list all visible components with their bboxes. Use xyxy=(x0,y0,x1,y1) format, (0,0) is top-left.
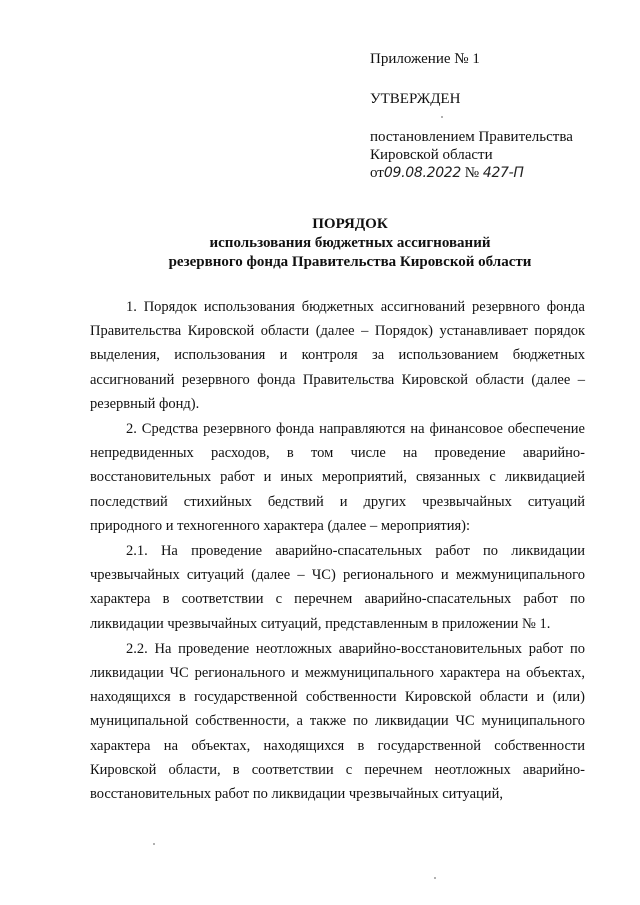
date-prefix: от xyxy=(370,165,384,181)
document-title xyxy=(110,215,590,272)
number-prefix: № xyxy=(464,165,480,181)
title-line3: резервного фонда Правительства Кировской области xyxy=(168,254,532,270)
paragraph-2: 2. Средства резервного фонда направляются на финансовое обеспечение непредвиденных расходов, в том числе на проведение аварийно-восстановительных работ и иных мероприятий, связанных с ликвидацией последствий стихийных бедствий и других чрезвычайных ситуаций природного и техногенного характера (далее – мероприятия): xyxy=(90,421,585,534)
scan-speck xyxy=(153,843,155,845)
scan-speck xyxy=(441,116,443,118)
resolution-line1: постановлением Правительства xyxy=(370,129,573,145)
appendix-number: Приложение № 1 xyxy=(370,51,480,67)
title-line1: ПОРЯДОК xyxy=(312,216,388,232)
handwritten-date: 09.08.2022 xyxy=(383,165,462,181)
paragraph-1: 1. Порядок использования бюджетных ассигнований резервного фонда Правительства Кировской области (далее – Порядок) устанавливает порядок выделения, использования и контроля за использованием бюджетных ассигнований резервного фонда Правительства Кировской области (далее – резервный фонд). xyxy=(90,299,585,412)
scan-speck xyxy=(434,877,436,879)
approval-block xyxy=(370,50,610,182)
document-body xyxy=(90,295,585,807)
paragraph-2-1: 2.1. На проведение аварийно-спасательных работ по ликвидации чрезвычайных ситуаций (далее – ЧС) регионального и межмуниципального характера в соответствии с перечнем аварийно-спасательных работ по ликвидации чрезвычайных ситуаций, представленным в приложении № 1. xyxy=(90,543,585,632)
title-line2: использования бюджетных ассигнований xyxy=(209,235,491,251)
handwritten-number: 427-П xyxy=(482,165,524,181)
paragraph-2-2: 2.2. На проведение неотложных аварийно-восстановительных работ по ликвидации ЧС регионального и межмуниципального характера на объектах, находящихся в государственной собственности Кировской области и (или) муниципальной собственности, а также по ликвидации ЧС муниципального характера на объектах, находящихся в государственной собственности Кировской области, в соответствии с перечнем неотложных аварийно-восстановительных работ по ликвидации чрезвычайных ситуаций, xyxy=(90,640,585,803)
resolution-date-line xyxy=(370,164,610,182)
approved-label: УТВЕРЖДЕН xyxy=(370,91,461,107)
resolution-line2: Кировской области xyxy=(370,147,493,163)
